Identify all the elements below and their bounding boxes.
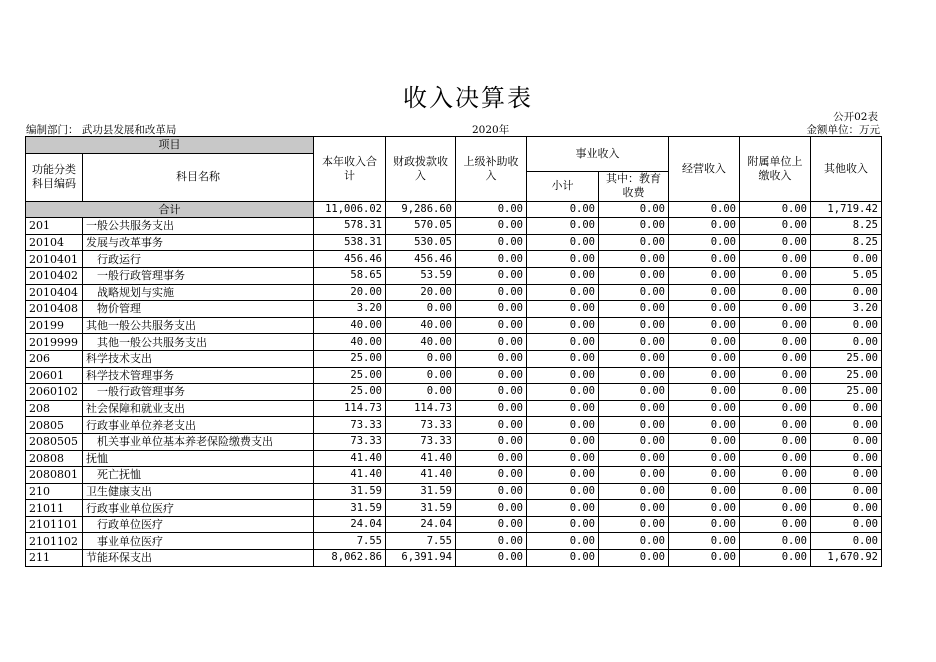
row-value: 0.00	[527, 301, 599, 318]
row-value: 0.00	[599, 483, 669, 500]
row-value: 5.05	[811, 267, 882, 284]
row-value: 0.00	[599, 317, 669, 334]
row-value: 73.33	[386, 417, 456, 434]
row-value: 0.00	[599, 516, 669, 533]
row-value: 0.00	[740, 267, 811, 284]
row-value: 0.00	[669, 367, 740, 384]
row-code: 206	[26, 350, 83, 367]
row-code: 2010401	[26, 251, 83, 268]
row-code: 2010402	[26, 267, 83, 284]
total-value: 1,719.42	[811, 201, 882, 218]
row-value: 0.00	[599, 301, 669, 318]
table-row	[26, 251, 882, 268]
row-subject-name: 科学技术管理事务	[83, 367, 314, 384]
table-row	[26, 483, 882, 500]
table-row	[26, 284, 882, 301]
row-value: 0.00	[599, 467, 669, 484]
row-value: 0.00	[456, 433, 527, 450]
row-value: 0.00	[527, 367, 599, 384]
row-value: 0.00	[669, 500, 740, 517]
row-value: 0.00	[811, 433, 882, 450]
row-value: 0.00	[740, 417, 811, 434]
row-value: 0.00	[669, 267, 740, 284]
row-value: 0.00	[527, 251, 599, 268]
row-value: 53.59	[386, 267, 456, 284]
row-value: 25.00	[811, 350, 882, 367]
total-value: 0.00	[527, 201, 599, 218]
row-value: 0.00	[669, 317, 740, 334]
row-value: 0.00	[669, 483, 740, 500]
table-row	[26, 467, 882, 484]
row-value: 25.00	[314, 384, 386, 401]
row-value: 0.00	[740, 516, 811, 533]
row-value: 0.00	[811, 500, 882, 517]
row-value: 73.33	[314, 433, 386, 450]
row-value: 20.00	[386, 284, 456, 301]
total-value: 0.00	[456, 201, 527, 218]
row-value: 570.05	[386, 218, 456, 235]
row-value: 0.00	[740, 450, 811, 467]
row-value: 0.00	[740, 384, 811, 401]
row-value: 40.00	[314, 317, 386, 334]
header-subject-name: 科目名称	[83, 153, 314, 201]
row-value: 0.00	[811, 284, 882, 301]
row-value: 0.00	[669, 450, 740, 467]
header-business-income: 事业收入	[527, 137, 669, 172]
row-value: 0.00	[669, 433, 740, 450]
row-value: 0.00	[669, 251, 740, 268]
row-value: 0.00	[740, 350, 811, 367]
row-value: 0.00	[456, 267, 527, 284]
row-value: 8.25	[811, 234, 882, 251]
row-subject-name: 战略规划与实施	[83, 284, 314, 301]
header-operating-income: 经营收入	[669, 137, 740, 202]
unit-label: 金额单位：万元	[806, 124, 880, 136]
total-row	[26, 201, 882, 218]
row-value: 0.00	[527, 450, 599, 467]
table-row	[26, 334, 882, 351]
row-value: 0.00	[811, 317, 882, 334]
row-subject-name: 节能环保支出	[83, 550, 314, 567]
row-value: 0.00	[456, 384, 527, 401]
table-row	[26, 500, 882, 517]
row-subject-name: 抚恤	[83, 450, 314, 467]
row-value: 0.00	[599, 533, 669, 550]
row-value: 0.00	[456, 284, 527, 301]
row-value: 8.25	[811, 218, 882, 235]
row-value: 0.00	[599, 550, 669, 567]
table-row	[26, 384, 882, 401]
row-value: 0.00	[456, 533, 527, 550]
row-subject-name: 事业单位医疗	[83, 533, 314, 550]
row-value: 8,062.86	[314, 550, 386, 567]
table-body	[26, 201, 882, 566]
row-value: 0.00	[669, 334, 740, 351]
row-value: 0.00	[669, 384, 740, 401]
year-label: 2020年	[472, 124, 510, 136]
row-value: 73.33	[386, 433, 456, 450]
row-subject-name: 行政单位医疗	[83, 516, 314, 533]
row-value: 25.00	[314, 367, 386, 384]
row-value: 25.00	[811, 367, 882, 384]
row-subject-name: 机关事业单位基本养老保险缴费支出	[83, 433, 314, 450]
row-value: 0.00	[740, 234, 811, 251]
row-value: 0.00	[740, 550, 811, 567]
header-total-income: 本年收入合计	[314, 137, 386, 202]
row-subject-name: 一般行政管理事务	[83, 267, 314, 284]
row-code: 2101101	[26, 516, 83, 533]
row-value: 31.59	[386, 500, 456, 517]
row-value: 0.00	[527, 218, 599, 235]
row-value: 0.00	[599, 384, 669, 401]
row-value: 0.00	[456, 317, 527, 334]
row-value: 0.00	[599, 218, 669, 235]
row-value: 58.65	[314, 267, 386, 284]
row-code: 2010404	[26, 284, 83, 301]
row-value: 538.31	[314, 234, 386, 251]
row-subject-name: 发展与改革事务	[83, 234, 314, 251]
row-value: 0.00	[527, 417, 599, 434]
row-value: 0.00	[740, 251, 811, 268]
row-value: 0.00	[740, 334, 811, 351]
table-row	[26, 516, 882, 533]
row-value: 0.00	[527, 400, 599, 417]
row-value: 73.33	[314, 417, 386, 434]
row-value: 0.00	[386, 301, 456, 318]
row-value: 3.20	[314, 301, 386, 318]
row-subject-name: 卫生健康支出	[83, 483, 314, 500]
row-value: 0.00	[740, 284, 811, 301]
row-value: 31.59	[314, 500, 386, 517]
total-value: 11,006.02	[314, 201, 386, 218]
row-value: 0.00	[669, 467, 740, 484]
row-code: 2019999	[26, 334, 83, 351]
row-value: 0.00	[456, 467, 527, 484]
row-value: 0.00	[811, 251, 882, 268]
row-value: 40.00	[386, 317, 456, 334]
total-value: 0.00	[740, 201, 811, 218]
row-value: 0.00	[386, 384, 456, 401]
header-education-fee: 其中：教育收费	[599, 171, 669, 201]
table-row	[26, 533, 882, 550]
row-value: 0.00	[740, 467, 811, 484]
department-label: 编制部门： 武功县发展和改革局	[26, 124, 177, 136]
row-value: 0.00	[527, 350, 599, 367]
row-value: 0.00	[811, 400, 882, 417]
row-code: 2101102	[26, 533, 83, 550]
header-superior-subsidy: 上级补助收入	[456, 137, 527, 202]
row-code: 208	[26, 400, 83, 417]
row-value: 0.00	[456, 367, 527, 384]
row-code: 20104	[26, 234, 83, 251]
row-value: 114.73	[386, 400, 456, 417]
table-row	[26, 433, 882, 450]
row-value: 0.00	[599, 500, 669, 517]
row-value: 0.00	[527, 234, 599, 251]
row-value: 6,391.94	[386, 550, 456, 567]
row-code: 20808	[26, 450, 83, 467]
header-other-income: 其他收入	[811, 137, 882, 202]
row-value: 0.00	[740, 301, 811, 318]
table-row	[26, 400, 882, 417]
row-code: 211	[26, 550, 83, 567]
row-value: 0.00	[811, 483, 882, 500]
table-row	[26, 317, 882, 334]
row-value: 114.73	[314, 400, 386, 417]
row-value: 0.00	[599, 251, 669, 268]
row-value: 0.00	[740, 483, 811, 500]
row-code: 2010408	[26, 301, 83, 318]
header-fiscal-allocation: 财政拨款收入	[386, 137, 456, 202]
row-value: 0.00	[456, 350, 527, 367]
total-value: 9,286.60	[386, 201, 456, 218]
row-code: 2080505	[26, 433, 83, 450]
row-value: 0.00	[669, 218, 740, 235]
row-value: 24.04	[386, 516, 456, 533]
row-value: 31.59	[386, 483, 456, 500]
row-value: 0.00	[811, 533, 882, 550]
page-title: 收入决算表	[403, 84, 533, 112]
row-subject-name: 行政事业单位养老支出	[83, 417, 314, 434]
row-value: 0.00	[527, 500, 599, 517]
row-subject-name: 社会保障和就业支出	[83, 400, 314, 417]
table-row	[26, 218, 882, 235]
row-value: 456.46	[314, 251, 386, 268]
row-value: 0.00	[456, 516, 527, 533]
row-value: 0.00	[527, 317, 599, 334]
table-row	[26, 267, 882, 284]
row-value: 24.04	[314, 516, 386, 533]
table-row	[26, 234, 882, 251]
table-row	[26, 367, 882, 384]
row-value: 0.00	[740, 400, 811, 417]
row-value: 0.00	[811, 516, 882, 533]
row-code: 20805	[26, 417, 83, 434]
row-subject-name: 一般行政管理事务	[83, 384, 314, 401]
row-value: 0.00	[599, 433, 669, 450]
row-value: 41.40	[386, 450, 456, 467]
row-code: 2080801	[26, 467, 83, 484]
row-value: 0.00	[669, 417, 740, 434]
row-value: 0.00	[456, 251, 527, 268]
row-code: 201	[26, 218, 83, 235]
row-value: 0.00	[669, 550, 740, 567]
income-table	[25, 136, 882, 567]
row-value: 7.55	[314, 533, 386, 550]
row-value: 0.00	[599, 400, 669, 417]
total-value: 0.00	[599, 201, 669, 218]
row-value: 0.00	[527, 550, 599, 567]
row-value: 0.00	[386, 367, 456, 384]
row-value: 25.00	[314, 350, 386, 367]
table-row	[26, 550, 882, 567]
row-value: 41.40	[386, 467, 456, 484]
header-project: 项目	[26, 137, 314, 154]
row-value: 0.00	[599, 350, 669, 367]
row-value: 0.00	[456, 301, 527, 318]
row-value: 0.00	[740, 367, 811, 384]
row-value: 3.20	[811, 301, 882, 318]
row-value: 0.00	[456, 234, 527, 251]
row-value: 0.00	[811, 467, 882, 484]
row-value: 1,670.92	[811, 550, 882, 567]
row-value: 0.00	[599, 234, 669, 251]
row-value: 0.00	[456, 400, 527, 417]
total-value: 0.00	[669, 201, 740, 218]
row-value: 0.00	[456, 417, 527, 434]
table-header	[26, 137, 882, 202]
row-value: 0.00	[811, 417, 882, 434]
row-value: 0.00	[527, 433, 599, 450]
row-value: 0.00	[669, 350, 740, 367]
row-value: 0.00	[527, 384, 599, 401]
row-value: 41.40	[314, 467, 386, 484]
row-value: 0.00	[740, 433, 811, 450]
row-value: 0.00	[386, 350, 456, 367]
header-affiliated-income: 附属单位上缴收入	[740, 137, 811, 202]
row-value: 0.00	[811, 334, 882, 351]
row-value: 0.00	[456, 334, 527, 351]
row-value: 0.00	[599, 284, 669, 301]
row-value: 40.00	[386, 334, 456, 351]
row-value: 0.00	[456, 483, 527, 500]
row-subject-name: 行政运行	[83, 251, 314, 268]
row-value: 0.00	[811, 450, 882, 467]
row-value: 0.00	[740, 500, 811, 517]
row-value: 0.00	[669, 516, 740, 533]
row-value: 20.00	[314, 284, 386, 301]
row-value: 0.00	[599, 417, 669, 434]
row-value: 456.46	[386, 251, 456, 268]
row-value: 0.00	[669, 533, 740, 550]
row-subject-name: 其他一般公共服务支出	[83, 317, 314, 334]
row-code: 210	[26, 483, 83, 500]
row-value: 0.00	[669, 301, 740, 318]
table-row	[26, 301, 882, 318]
table-row	[26, 350, 882, 367]
row-value: 0.00	[456, 450, 527, 467]
row-value: 0.00	[599, 267, 669, 284]
row-value: 0.00	[669, 400, 740, 417]
row-code: 20199	[26, 317, 83, 334]
row-subject-name: 科学技术支出	[83, 350, 314, 367]
row-value: 530.05	[386, 234, 456, 251]
row-value: 0.00	[740, 533, 811, 550]
row-value: 40.00	[314, 334, 386, 351]
row-value: 0.00	[599, 450, 669, 467]
row-value: 0.00	[669, 234, 740, 251]
row-value: 25.00	[811, 384, 882, 401]
row-value: 0.00	[599, 367, 669, 384]
header-subtotal: 小计	[527, 171, 599, 201]
row-value: 0.00	[599, 334, 669, 351]
row-subject-name: 物价管理	[83, 301, 314, 318]
table-row	[26, 417, 882, 434]
row-value: 41.40	[314, 450, 386, 467]
total-label: 合计	[26, 201, 314, 218]
row-subject-name: 一般公共服务支出	[83, 218, 314, 235]
row-value: 0.00	[527, 284, 599, 301]
row-subject-name: 其他一般公共服务支出	[83, 334, 314, 351]
row-subject-name: 行政事业单位医疗	[83, 500, 314, 517]
row-value: 0.00	[456, 500, 527, 517]
row-subject-name: 死亡抚恤	[83, 467, 314, 484]
row-value: 0.00	[740, 317, 811, 334]
row-value: 0.00	[669, 284, 740, 301]
row-value: 0.00	[527, 467, 599, 484]
row-value: 0.00	[527, 483, 599, 500]
row-code: 20601	[26, 367, 83, 384]
row-value: 0.00	[456, 550, 527, 567]
row-value: 0.00	[456, 218, 527, 235]
row-value: 0.00	[527, 267, 599, 284]
table-row	[26, 450, 882, 467]
row-code: 21011	[26, 500, 83, 517]
row-code: 2060102	[26, 384, 83, 401]
row-value: 0.00	[527, 516, 599, 533]
row-value: 578.31	[314, 218, 386, 235]
row-value: 31.59	[314, 483, 386, 500]
header-func-code: 功能分类科目编码	[26, 153, 83, 201]
form-code: 公开02表	[833, 111, 878, 123]
row-value: 0.00	[527, 533, 599, 550]
row-value: 0.00	[740, 218, 811, 235]
row-value: 7.55	[386, 533, 456, 550]
row-value: 0.00	[527, 334, 599, 351]
